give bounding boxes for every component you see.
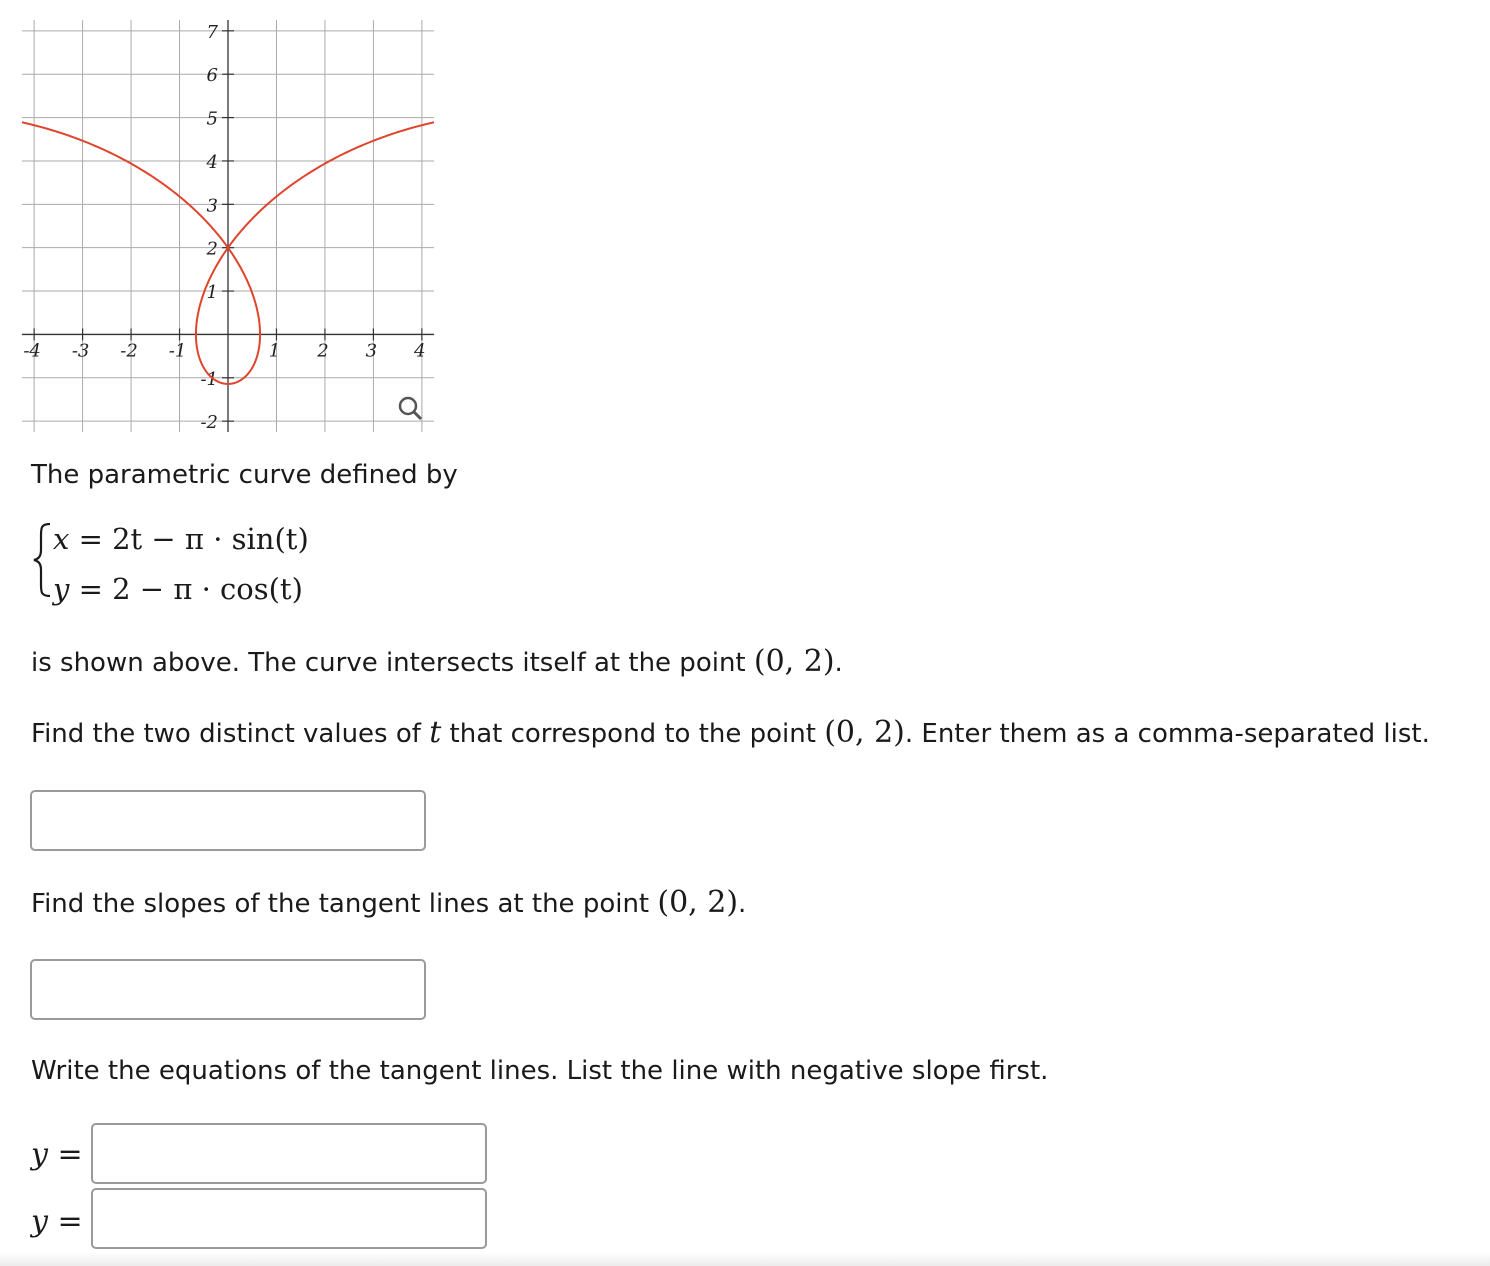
equation-system <box>31 520 451 616</box>
intro-label: The parametric curve defined by <box>31 460 458 490</box>
q1-point: (0, 2) <box>824 715 905 750</box>
question-t-values <box>31 716 1430 751</box>
eq-x-lhs: x <box>53 522 70 556</box>
y-tick-label: 2 <box>206 238 218 260</box>
x-tick-label: 1 <box>268 340 281 362</box>
y-tick-label: -1 <box>200 368 218 390</box>
eq-x-rhs: = 2t − π · sin(t) <box>78 522 309 556</box>
q3-text: Write the equations of the tangent lines. List the line with negative slope first. <box>31 1056 1049 1086</box>
intro-text <box>31 458 458 492</box>
y-tick-label: 3 <box>206 195 218 217</box>
q1-text-a: Find the two distinct values of <box>31 719 421 749</box>
left-brace <box>31 520 53 600</box>
t-values-input[interactable] <box>30 790 426 851</box>
y-tick-label: 6 <box>206 65 218 87</box>
question-tangent-lines <box>31 1054 1048 1088</box>
parametric-graph <box>22 20 434 432</box>
equation-y <box>53 572 303 606</box>
x-tick-label: -2 <box>120 340 138 362</box>
magnifier-icon[interactable] <box>400 398 421 419</box>
intersection-point: (0, 2) <box>753 644 835 679</box>
bottom-edge <box>0 1252 1490 1266</box>
x-tick-label: -1 <box>168 340 187 362</box>
tangent-line-1-input[interactable] <box>91 1123 487 1184</box>
x-tick-label: 3 <box>365 340 378 362</box>
eq-y-rhs: = 2 − π · cos(t) <box>78 572 303 606</box>
y-equals-label-1 <box>31 1137 83 1172</box>
y-label-1: y = <box>31 1137 83 1172</box>
q2-point: (0, 2) <box>657 885 739 920</box>
slopes-input[interactable] <box>30 959 426 1020</box>
q1-var: t <box>429 715 442 750</box>
shown-label: is shown above. The curve intersects itself at the point <box>31 648 746 678</box>
axes <box>22 20 434 432</box>
x-tick-label: -4 <box>23 340 41 362</box>
q1-text-c: . Enter them as a comma-separated list. <box>904 719 1430 749</box>
y-label-2: y = <box>31 1204 83 1239</box>
intersection-text: is shown above. The curve intersects itself at the point (0, 2). <box>31 644 843 679</box>
x-tick-label: -3 <box>71 340 90 362</box>
q1-text-b: that correspond to the point <box>449 719 816 749</box>
y-tick-label: 4 <box>206 151 218 173</box>
eq-y-lhs: y <box>53 572 70 606</box>
x-tick-label: 4 <box>414 340 426 362</box>
y-tick-label: 7 <box>206 21 218 43</box>
y-tick-label: 1 <box>206 282 218 304</box>
question-slopes: Find the slopes of the tangent lines at the point (0, 2). <box>31 885 747 920</box>
y-equals-label-2 <box>31 1204 83 1239</box>
tick-labels <box>23 22 425 432</box>
x-tick-label: 2 <box>317 340 329 362</box>
q2-text: Find the slopes of the tangent lines at the point <box>31 889 650 919</box>
y-tick-label: 5 <box>206 108 218 130</box>
tangent-line-2-input[interactable] <box>91 1188 487 1249</box>
y-tick-label: -2 <box>200 412 218 432</box>
equation-x <box>53 522 309 556</box>
